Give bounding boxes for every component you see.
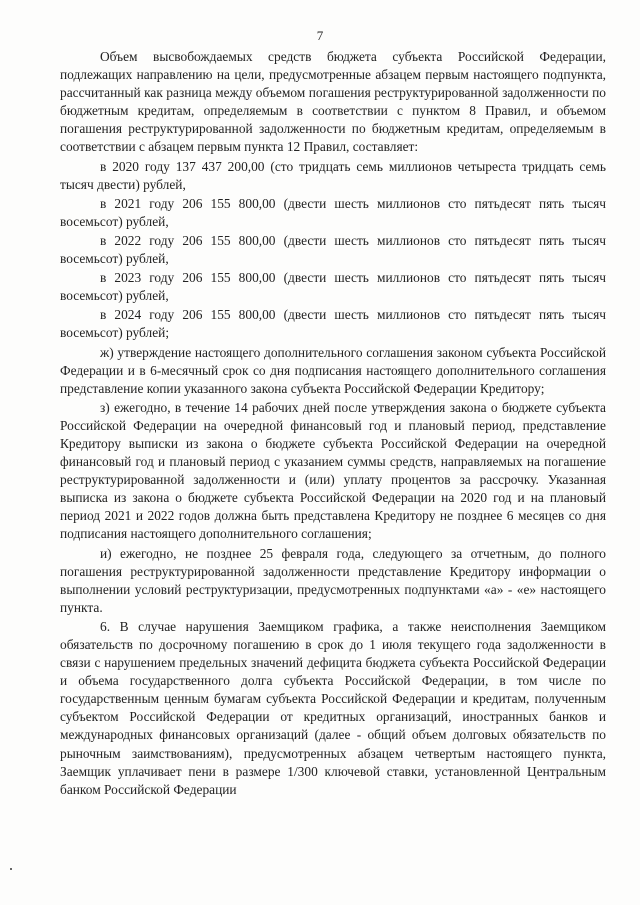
- paragraph-year-2022: в 2022 году 206 155 800,00 (двести шесть миллионов сто пятьдесят пять тысяч восемьсот) рублей,: [60, 232, 606, 267]
- paragraph-item-zh: ж) утверждение настоящего дополнительного соглашения законом субъекта Российской Федерации и в 6-месячный срок со дня подписания настоящего дополнительного соглашения представление копии указанного закона субъекта Российской Федерации Кредитору;: [60, 344, 606, 396]
- page-number: 7: [316, 28, 324, 43]
- paragraph-year-2020: в 2020 году 137 437 200,00 (сто тридцать семь миллионов четыреста тридцать семь тысяч двести) рублей,: [60, 158, 606, 192]
- paragraph-item-i: и) ежегодно, не позднее 25 февраля года, следующего за отчетным, до полного погашения реструктурированной задолженности представление Кредитору информации о выполнении условий реструктуризации, предусмотренных подпунктами «а» - «е» настоящего пункта.: [60, 545, 606, 615]
- document-body: [60, 48, 606, 799]
- paragraph-item-z: з) ежегодно, в течение 14 рабочих дней после утверждения закона о бюджете субъекта Российской Федерации на очередной финансовый год и плановый период, представление Кредитору выписки из закона о бюджете субъекта Российской Федерации на очередной финансовый год и плановый период с указанием суммы средств, направляемых на погашение реструктурированной задолженности и (или) уплату процентов за рассрочку. Указанная выписка из закона о бюджете субъекта Российской Федерации на 2020 год и на плановый период 2021 и 2022 годов должна быть представлена Кредитору не позднее 6 месяцев со дня подписания настоящего дополнительного соглашения;: [60, 399, 606, 542]
- paragraph-intro: Объем высвобождаемых средств бюджета субъекта Российской Федерации, подлежащих направлению на цели, предусмотренные абзацем первым настоящего подпункта, рассчитанный как разница между объемом погашения реструктурированной задолженности по бюджетным кредитам, определяемым в соответствии с пунктом 8 Правил, и объемом погашения реструктурированной задолженности по бюджетным кредитам, определяемым в соответствии с абзацем первым пункта 12 Правил, составляет:: [60, 49, 606, 155]
- scan-artifact-mark: [10, 868, 12, 870]
- paragraph-year-2021: в 2021 году 206 155 800,00 (двести шесть миллионов сто пятьдесят пять тысяч восемьсот) рублей,: [60, 195, 606, 229]
- paragraph-year-2024: в 2024 году 206 155 800,00 (двести шесть миллионов сто пятьдесят пять тысяч восемьсот) рублей;: [60, 307, 606, 341]
- paragraph-section-6: 6. В случае нарушения Заемщиком графика, а также неисполнения Заемщиком обязательств по досрочному погашению в срок до 1 июля текущего года задолженности в связи с нарушением предельных значений дефицита бюджета субъекта Российской Федерации и объема государственного долга субъекта Российской Федерации, в том числе по государственным ценным бумагам субъекта Российской Федерации и кредитам, полученным субъектом Российской Федерации от кредитных организаций, иностранных банков и международных финансовых организаций (далее - общий объем долговых обязательств по рыночным заимствованиям), предусмотренных абзацем четвертым настоящего пункта, Заемщик уплачивает пени в размере 1/300 ключевой ставки, установленной Центральным банком Российской Федерации: [60, 618, 606, 797]
- paragraph-year-2023: в 2023 году 206 155 800,00 (двести шесть миллионов сто пятьдесят пять тысяч восемьсот) рублей,: [60, 270, 606, 304]
